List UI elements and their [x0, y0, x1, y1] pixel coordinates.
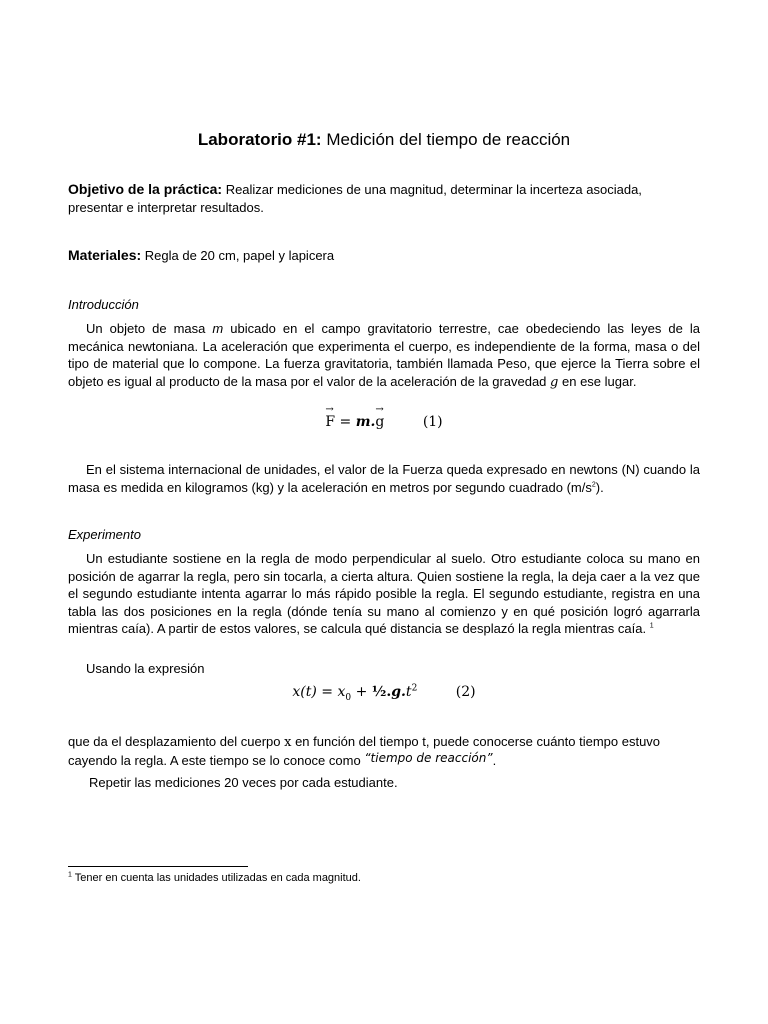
eq2-lhs: x(t)	[292, 684, 317, 700]
materiales-section	[68, 247, 700, 265]
footnote	[68, 871, 361, 886]
exp-p3-c: .	[492, 752, 497, 768]
exp-p3-b: en función del tiempo t, puede conocerse cuánto tiempo estuvo cayendo la regla. A este tiempo se lo conoce como	[68, 734, 661, 768]
footnote-text: Tener en cuenta las unidades utilizadas en cada magnitud.	[74, 872, 361, 884]
intro-p2-b: ).	[595, 479, 604, 495]
intro-p2-sup: 2	[591, 481, 596, 489]
experimento-paragraph-2: Usando la expresión	[86, 661, 205, 676]
intro-p1-c: en ese lugar.	[562, 373, 637, 389]
eq2-number: (2)	[455, 684, 476, 700]
eq2-plus: +	[351, 684, 372, 700]
equation-2	[68, 684, 700, 703]
materiales-label: Materiales:	[68, 247, 142, 263]
experimento-paragraph-3	[68, 733, 700, 770]
page-title	[68, 128, 700, 152]
footnote-separator	[68, 866, 248, 867]
intro-p1-m: m	[212, 321, 224, 336]
objetivo-text: Realizar mediciones de una magnitud, determinar la incerteza asociada, presentar e interpretar resultados.	[68, 182, 642, 215]
exp-p3-x: x	[284, 735, 292, 750]
eq2-t-sup: 2	[411, 683, 418, 694]
exp-p3-a: que da el desplazamiento del cuerpo	[68, 734, 281, 749]
eq1-mass: m.	[355, 414, 376, 430]
introduccion-paragraph-1	[68, 320, 700, 391]
eq2-half: ½.	[371, 684, 392, 700]
eq1-force: → F	[325, 414, 335, 430]
footnote-number: 1	[68, 871, 72, 879]
objetivo-label: Objetivo de la práctica:	[68, 181, 223, 197]
eq1-number: (1)	[422, 414, 443, 430]
equation-1	[68, 414, 700, 430]
eq2-equals: =	[316, 684, 338, 700]
introduccion-paragraph-2	[68, 461, 700, 496]
eq2-x0-sub: 0	[345, 692, 352, 703]
eq2-x0: x	[337, 684, 346, 700]
experimento-paragraph-1	[68, 550, 700, 638]
materiales-text: Regla de 20 cm, papel y lapicera	[144, 248, 335, 263]
exp-p1: Un estudiante sostiene en la regla de modo perpendicular al suelo. Otro estudiante coloca su mano en posición de agarrar la regla, pero sin tocarla, a cierta altura. Quien sostiene la regla, la deja caer a la vez que el segundo estudiante intenta agarrar lo más rápido posible la regla. El segundo estudiante, registra en una tabla las dos posiciones en la regla (dónde tenía su mano al comienzo y en qué posición logró agarrarla mientras caía). A partir de estos valores, se calcula qué distancia se desplazó la regla mientras caía.	[68, 551, 700, 636]
intro-p2-a: En el sistema internacional de unidades, el valor de la Fuerza queda expresado en newtons (N) cuando la masa es medida en kilogramos (kg) y la aceleración en metros por segundo cuadrado (m/s	[68, 462, 700, 495]
intro-p1-g: g	[550, 374, 559, 390]
intro-p1-b: ubicado en el campo gravitatorio terrestre, cae obedeciendo las leyes de la mecánica newtoniana. La aceleración que experimenta el cuerpo, es independiente de la forma, masa o del tipo de material que lo compone. La fuerza gravitatoria, también llamada Peso, que ejerce la Tierra sobre el objeto es igual al producto de la masa por el valor de la aceleración de la gravedad	[68, 321, 700, 389]
document-page	[68, 0, 700, 1024]
title-bold: Laboratorio #1:	[197, 130, 322, 149]
eq1-gravity: → g	[375, 414, 384, 430]
eq1-equals: =	[335, 414, 356, 430]
introduccion-heading: Introducción	[68, 297, 139, 312]
experimento-heading: Experimento	[68, 527, 141, 542]
title-rest: Medición del tiempo de reacción	[326, 130, 571, 149]
experimento-paragraph-4: Repetir las mediciones 20 veces por cada estudiante.	[89, 775, 398, 790]
objetivo-section	[68, 181, 700, 216]
eq2-g: g.	[391, 684, 406, 700]
exp-p1-footnote-ref: 1	[649, 622, 654, 630]
eq2-t: t	[405, 684, 412, 700]
exp-p3-quote: “tiempo de reacción”	[364, 750, 493, 765]
intro-p1-a: Un objeto de masa	[86, 321, 206, 336]
